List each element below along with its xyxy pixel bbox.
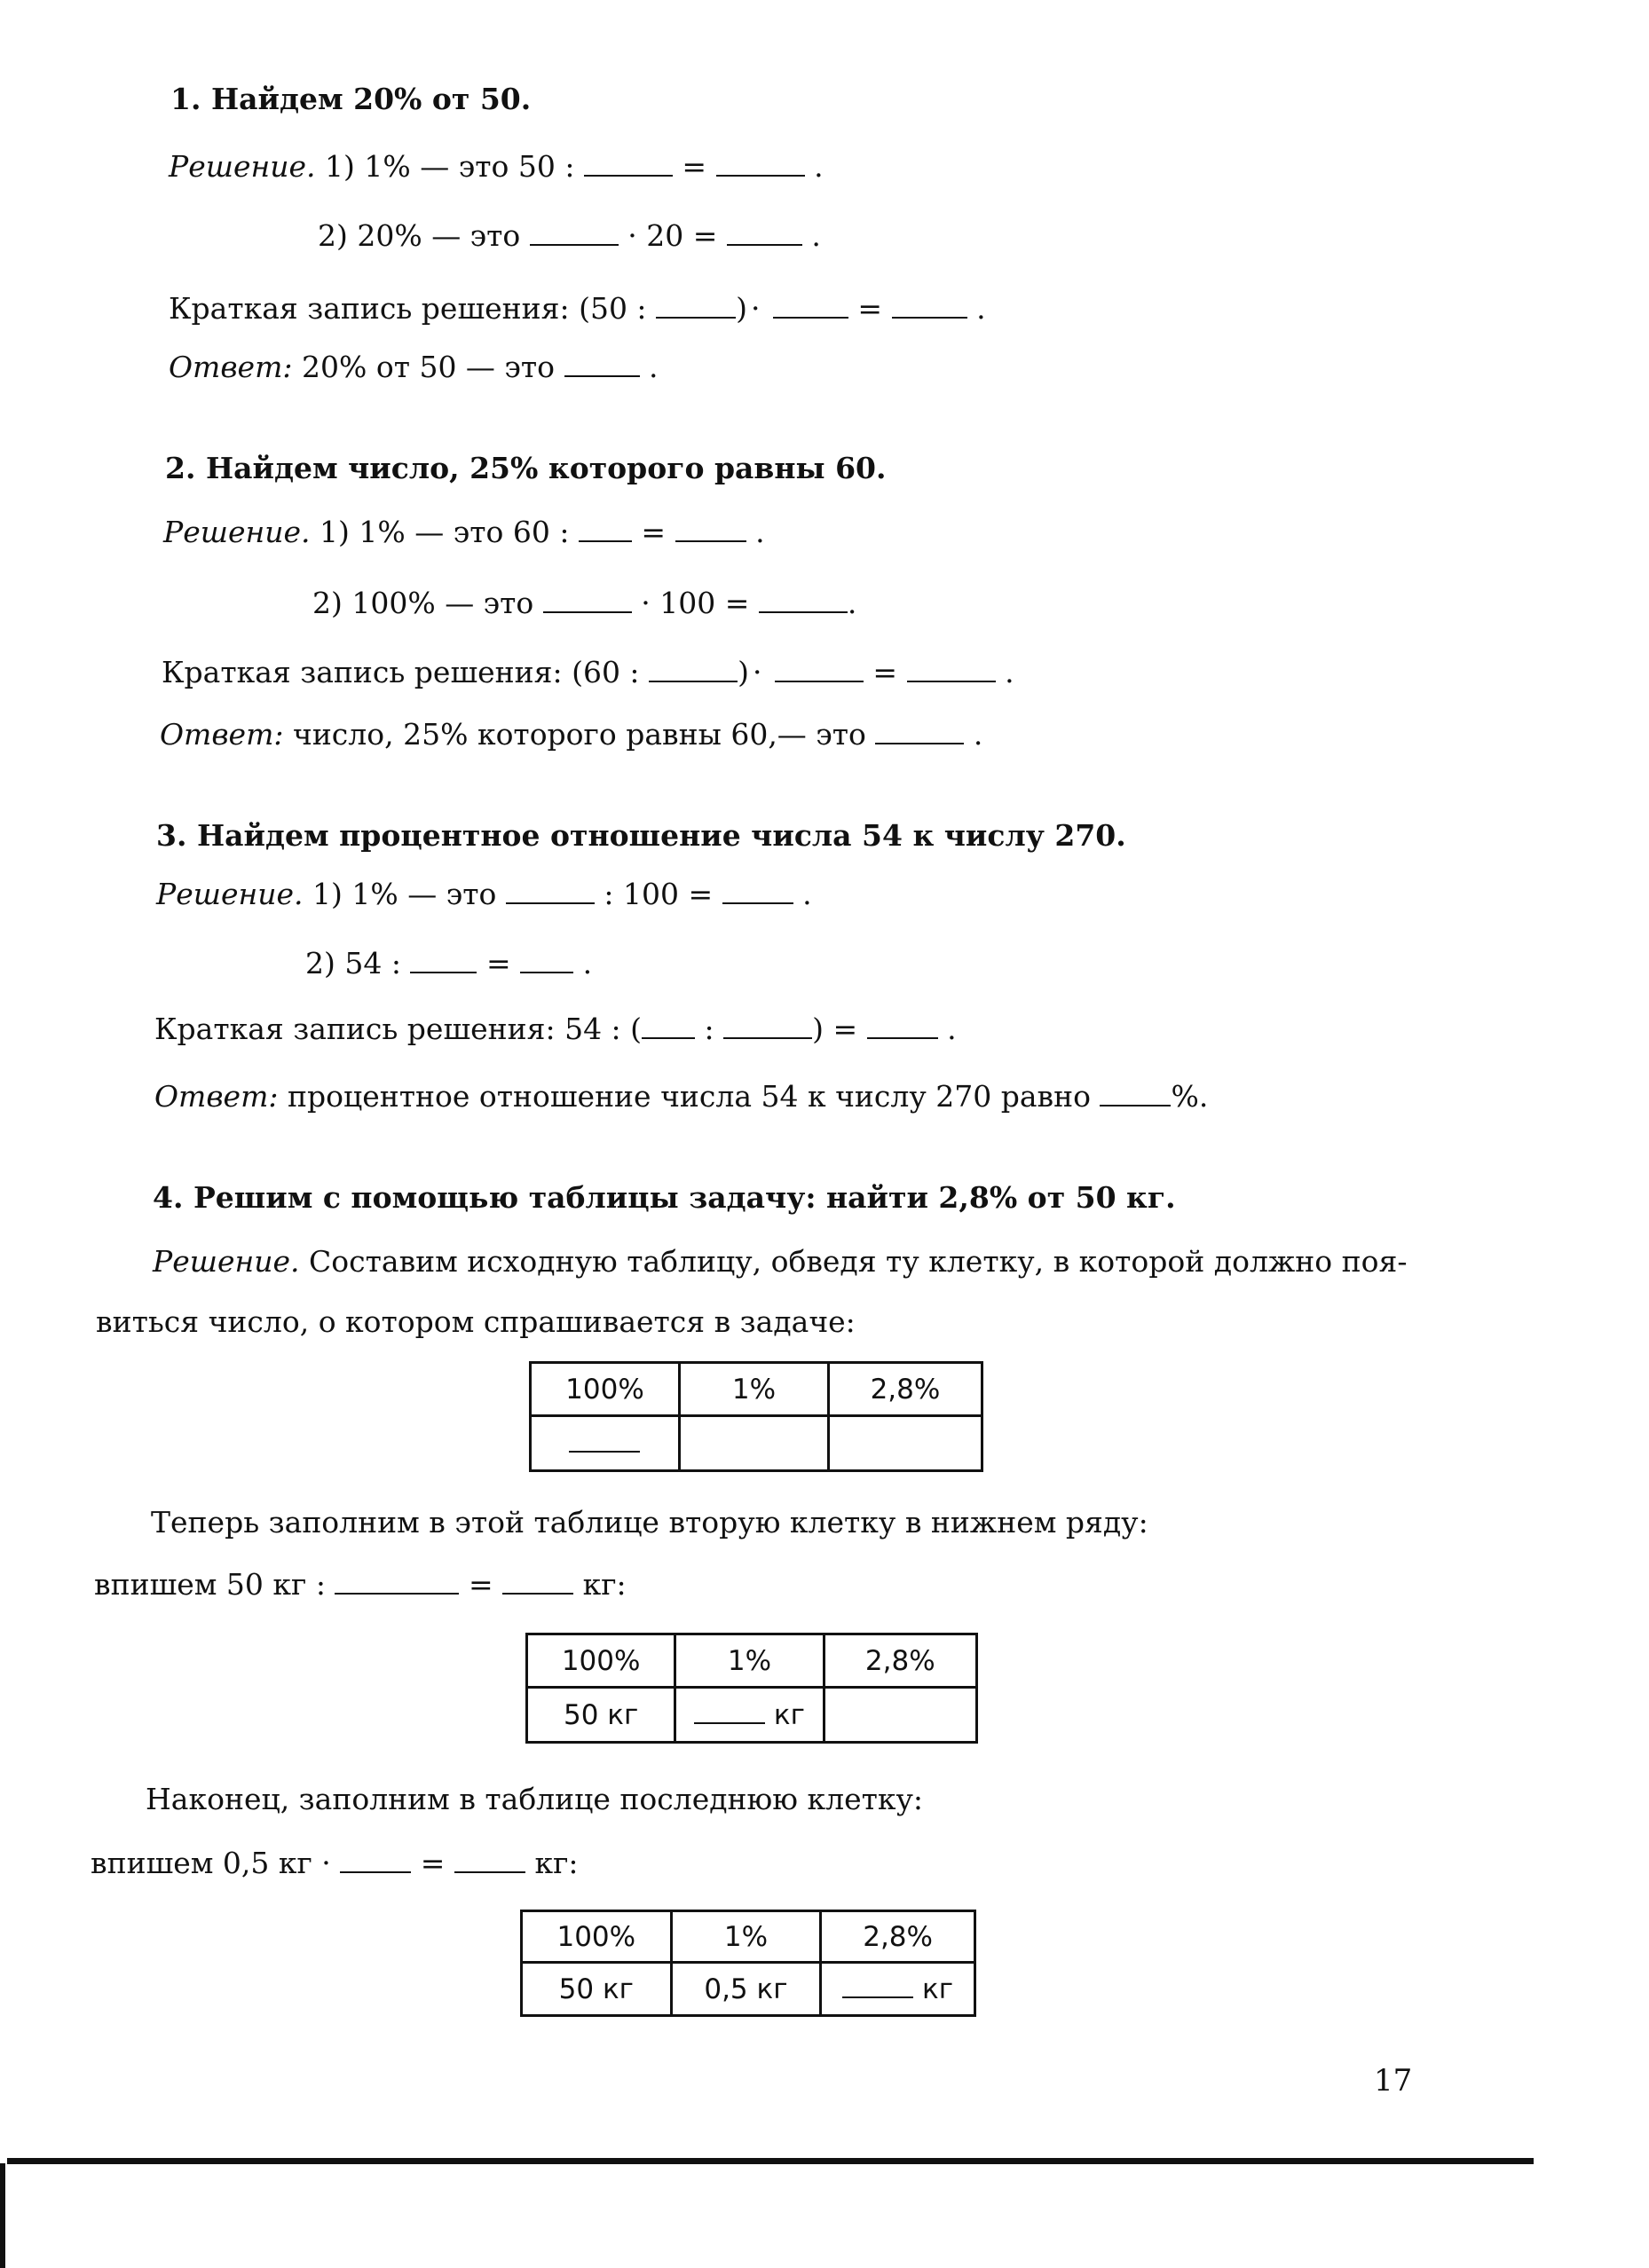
answer-blank[interactable] — [656, 294, 736, 319]
table-cell: 0,5 кг — [671, 1963, 821, 2016]
problem-3-solution-step-1: Решение. 1) 1% — это : 100 = . — [156, 877, 812, 911]
answer-label: Ответ: — [169, 350, 293, 384]
problem-3-answer — [154, 1079, 1208, 1114]
solution-label: Решение. — [153, 1244, 300, 1279]
final-percent-table — [520, 1910, 976, 2017]
table-cell: 50 кг — [527, 1688, 675, 1743]
step-text: : 100 = — [604, 877, 714, 911]
page-number: 17 — [1374, 2063, 1413, 2099]
answer-blank[interactable] — [722, 879, 793, 904]
problem-2-answer: Ответ: число, 25% которого равны 60,— это . — [160, 717, 983, 752]
answer-blank[interactable] — [723, 1014, 812, 1039]
write-text: впишем 50 кг : — [94, 1567, 326, 1602]
table-header-cell: 1% — [679, 1363, 828, 1416]
problem-4-fill-instruction: Теперь заполним в этой таблице вторую клетку в нижнем ряду: — [151, 1505, 1148, 1540]
problem-1-short-form: Краткая запись решения: (50 : ) · = . — [169, 291, 986, 326]
answer-blank[interactable] — [543, 588, 632, 613]
solution-text: Составим исходную таблицу, обведя ту клетку, в которой должно поя- — [309, 1244, 1408, 1279]
problem-2-heading: 2. Найдем число, 25% которого равны 60. — [165, 451, 887, 485]
problem-1-answer: Ответ: 20% от 50 — это . — [169, 350, 659, 384]
answer-label: Ответ: — [154, 1079, 279, 1114]
answer-blank[interactable] — [867, 1014, 938, 1039]
problem-4-solution-line-1 — [153, 1244, 1407, 1280]
problem-2-solution-step-2: 2) 100% — это · 100 = . — [312, 586, 857, 620]
short-form-label: Краткая запись решения: 54 : ( — [154, 1012, 643, 1046]
highlighted-target-cell[interactable] — [531, 1416, 680, 1471]
page-edge — [0, 2163, 5, 2268]
table-cell[interactable] — [824, 1688, 976, 1743]
answer-blank[interactable] — [649, 658, 738, 682]
step-text: · 100 = — [641, 586, 750, 620]
initial-percent-table — [529, 1361, 983, 1472]
step-text: 1) 1% — это 60 : — [320, 515, 570, 549]
answer-blank[interactable] — [340, 1848, 411, 1873]
answer-blank[interactable] — [506, 879, 595, 904]
answer-blank[interactable] — [716, 152, 805, 177]
table-header-cell: 2,8% — [821, 1911, 975, 1963]
step-text: · 20 = — [627, 218, 718, 253]
answer-blank[interactable] — [410, 949, 477, 973]
problem-4-final-instruction: Наконец, заполним в таблице последнюю клетку: — [146, 1782, 924, 1816]
table-header-cell: 2,8% — [824, 1634, 976, 1688]
problem-4-write-1: впишем 50 кг : = кг: — [94, 1567, 627, 1602]
answer-label: Ответ: — [160, 717, 284, 752]
answer-blank[interactable] — [907, 658, 996, 682]
table-header-cell: 100% — [527, 1634, 675, 1688]
problem-1-solution-step-2: 2) 20% — это · 20 = . — [318, 218, 821, 253]
problem-3-heading: 3. Найдем процентное отношение числа 54 к числу 270. — [156, 818, 1126, 853]
problem-4-solution-line-2: виться число, о котором спрашивается в задаче: — [96, 1304, 856, 1339]
table-cell[interactable] — [675, 1688, 824, 1743]
answer-blank[interactable] — [1100, 1082, 1171, 1106]
step-text: 2) 54 : — [305, 946, 401, 980]
answer-text: число, 25% которого равны 60,— это — [293, 717, 866, 752]
short-form-label: Краткая запись решения: (60 : — [162, 655, 640, 689]
unit-text: кг — [922, 1973, 954, 2005]
answer-blank[interactable] — [564, 352, 640, 377]
answer-blank[interactable] — [892, 294, 967, 319]
problem-3-solution-step-2: 2) 54 : = . — [305, 946, 593, 980]
answer-blank[interactable] — [579, 517, 632, 542]
step-text: 1) 1% — это — [312, 877, 497, 911]
bottom-rule — [7, 2158, 1534, 2164]
table-header-cell: 2,8% — [828, 1363, 982, 1416]
answer-text: 20% от 50 — это — [302, 350, 556, 384]
unit-text: кг: — [582, 1567, 627, 1602]
second-percent-table — [525, 1633, 978, 1744]
solution-label: Решение. — [163, 515, 311, 549]
table-header-cell: 1% — [671, 1911, 821, 1963]
problem-2-solution-step-1: Решение. 1) 1% — это 60 : = . — [163, 515, 765, 549]
answer-blank[interactable] — [530, 221, 619, 246]
answer-blank[interactable] — [584, 152, 673, 177]
answer-blank[interactable] — [520, 949, 573, 973]
table-cell[interactable] — [828, 1416, 982, 1471]
unit-text: кг: — [534, 1846, 579, 1880]
table-cell[interactable] — [679, 1416, 828, 1471]
table-cell[interactable] — [821, 1963, 975, 2016]
answer-blank[interactable] — [335, 1570, 459, 1595]
answer-blank[interactable] — [642, 1014, 695, 1039]
solution-label: Решение. — [156, 877, 304, 911]
problem-1-heading: 1. Найдем 20% от 50. — [170, 82, 532, 116]
answer-blank[interactable] — [694, 1701, 765, 1724]
answer-blank[interactable] — [454, 1848, 525, 1873]
problem-2-short-form: Краткая запись решения: (60 : ) · = . — [162, 655, 1014, 689]
short-form-label: Краткая запись решения: (50 : — [169, 291, 647, 326]
write-text: впишем 0,5 кг · — [91, 1846, 331, 1880]
percent-unit: %. — [1171, 1079, 1209, 1114]
table-cell: 50 кг — [522, 1963, 672, 2016]
answer-blank[interactable] — [569, 1429, 640, 1453]
table-header-cell: 100% — [522, 1911, 672, 1963]
answer-text: процентное отношение числа 54 к числу 270 равно — [288, 1079, 1091, 1114]
answer-blank[interactable] — [773, 294, 848, 319]
answer-blank[interactable] — [502, 1570, 573, 1595]
answer-blank[interactable] — [675, 517, 746, 542]
problem-1-solution-step-1: Решение. 1) 1% — это 50 : = . — [169, 149, 824, 184]
table-header-cell: 100% — [531, 1363, 680, 1416]
solution-label: Решение. — [169, 149, 316, 184]
problem-4-write-2: впишем 0,5 кг · = кг: — [91, 1846, 579, 1880]
answer-blank[interactable] — [875, 720, 964, 744]
answer-blank[interactable] — [842, 1975, 913, 1998]
step-text: 1) 1% — это 50 : — [325, 149, 575, 184]
step-text: 2) 100% — это — [312, 586, 534, 620]
table-header-cell: 1% — [675, 1634, 824, 1688]
answer-blank[interactable] — [759, 588, 848, 613]
problem-3-short-form: Краткая запись решения: 54 : ( : ) = . — [154, 1012, 957, 1046]
problem-4-heading: 4. Решим с помощью таблицы задачу: найти 2,8% от 50 кг. — [153, 1180, 1176, 1215]
answer-blank[interactable] — [727, 221, 802, 246]
answer-blank[interactable] — [775, 658, 864, 682]
step-text: 2) 20% — это — [318, 218, 521, 253]
unit-text: кг — [773, 1698, 805, 1731]
